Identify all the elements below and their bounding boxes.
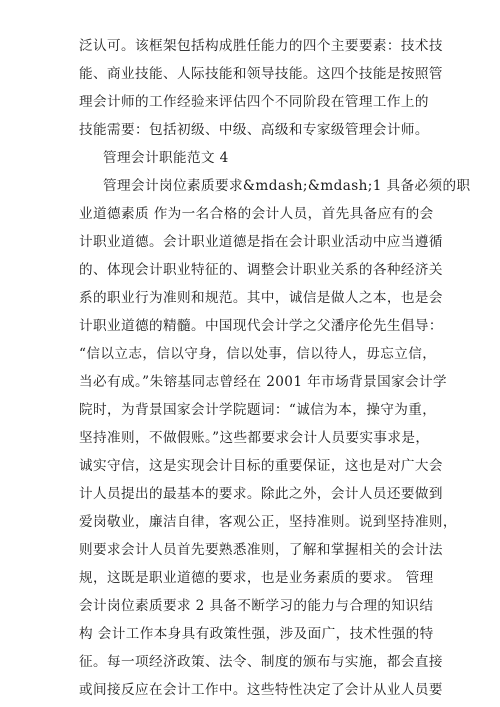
text-line: 坚持准则，不做假账。”这些都要求会计人员要实事求是， [79, 430, 430, 446]
section-heading: 管理会计职能范文 4 [103, 150, 229, 166]
text-line: 构 会计工作本身具有政策性强，涉及面广，技术性强的特 [79, 626, 434, 642]
text-line: 则要求会计人员首先要熟悉准则，了解和掌握相关的会计法 [79, 542, 443, 558]
text-line: 泛认可。该框架包括构成胜任能力的四个主要要素：技术技 [79, 38, 443, 54]
text-line: 计职业道德。会计职业道德是指在会计职业活动中应当遵循 [79, 234, 443, 250]
text-line: 诚实守信，这是实现会计目标的重要保证，这也是对广大会 [79, 458, 443, 474]
text-line: 征。每一项经济政策、法令、制度的颁布与实施，都会直接 [79, 654, 443, 670]
text-line: 系的职业行为准则和规范。其中，诚信是做人之本，也是会 [79, 290, 443, 306]
text-line: 计职业道德的精髓。中国现代会计学之父潘序伦先生倡导： [79, 318, 443, 334]
text-line: 技能需要：包括初级、中级、高级和专家级管理会计师。 [79, 122, 429, 138]
text-line: 的、体现会计职业特征的、调整会计职业关系的各种经济关 [79, 262, 443, 278]
text-line: 院时，为背景国家会计学院题词：“诚信为本，操守为重， [79, 402, 437, 418]
text-line: 规，这既是职业道德的要求，也是业务素质的要求。 管理 [79, 570, 434, 586]
text-line: 爱岗敬业，廉洁自律，客观公正，坚持准则。说到坚持准则， [79, 514, 457, 530]
text-line: “信以立志，信以守身，信以处事，信以待人，毋忘立信， [79, 346, 437, 362]
text-line: 业道德素质 作为一名合格的会计人员，首先具备应有的会 [79, 206, 434, 222]
text-line: 理会计师的工作经验来评估四个不同阶段在管理工作上的 [79, 94, 429, 110]
text-line: 或间接反应在会计工作中。这些特性决定了会计从业人员要 [79, 682, 443, 698]
text-line: 计人员提出的最基本的要求。除此之外，会计人员还要做到 [79, 486, 443, 502]
text-line: 会计岗位素质要求 2 具备不断学习的能力与合理的知识结 [79, 598, 434, 614]
text-line: 能、商业技能、人际技能和领导技能。这四个技能是按照管 [79, 66, 443, 82]
text-line: 管理会计岗位素质要求&mdash;&mdash;1 具备必须的职 [103, 178, 471, 194]
text-line: 当必有成。”朱镕基同志曾经在 2001 年市场背景国家会计学 [79, 374, 448, 390]
